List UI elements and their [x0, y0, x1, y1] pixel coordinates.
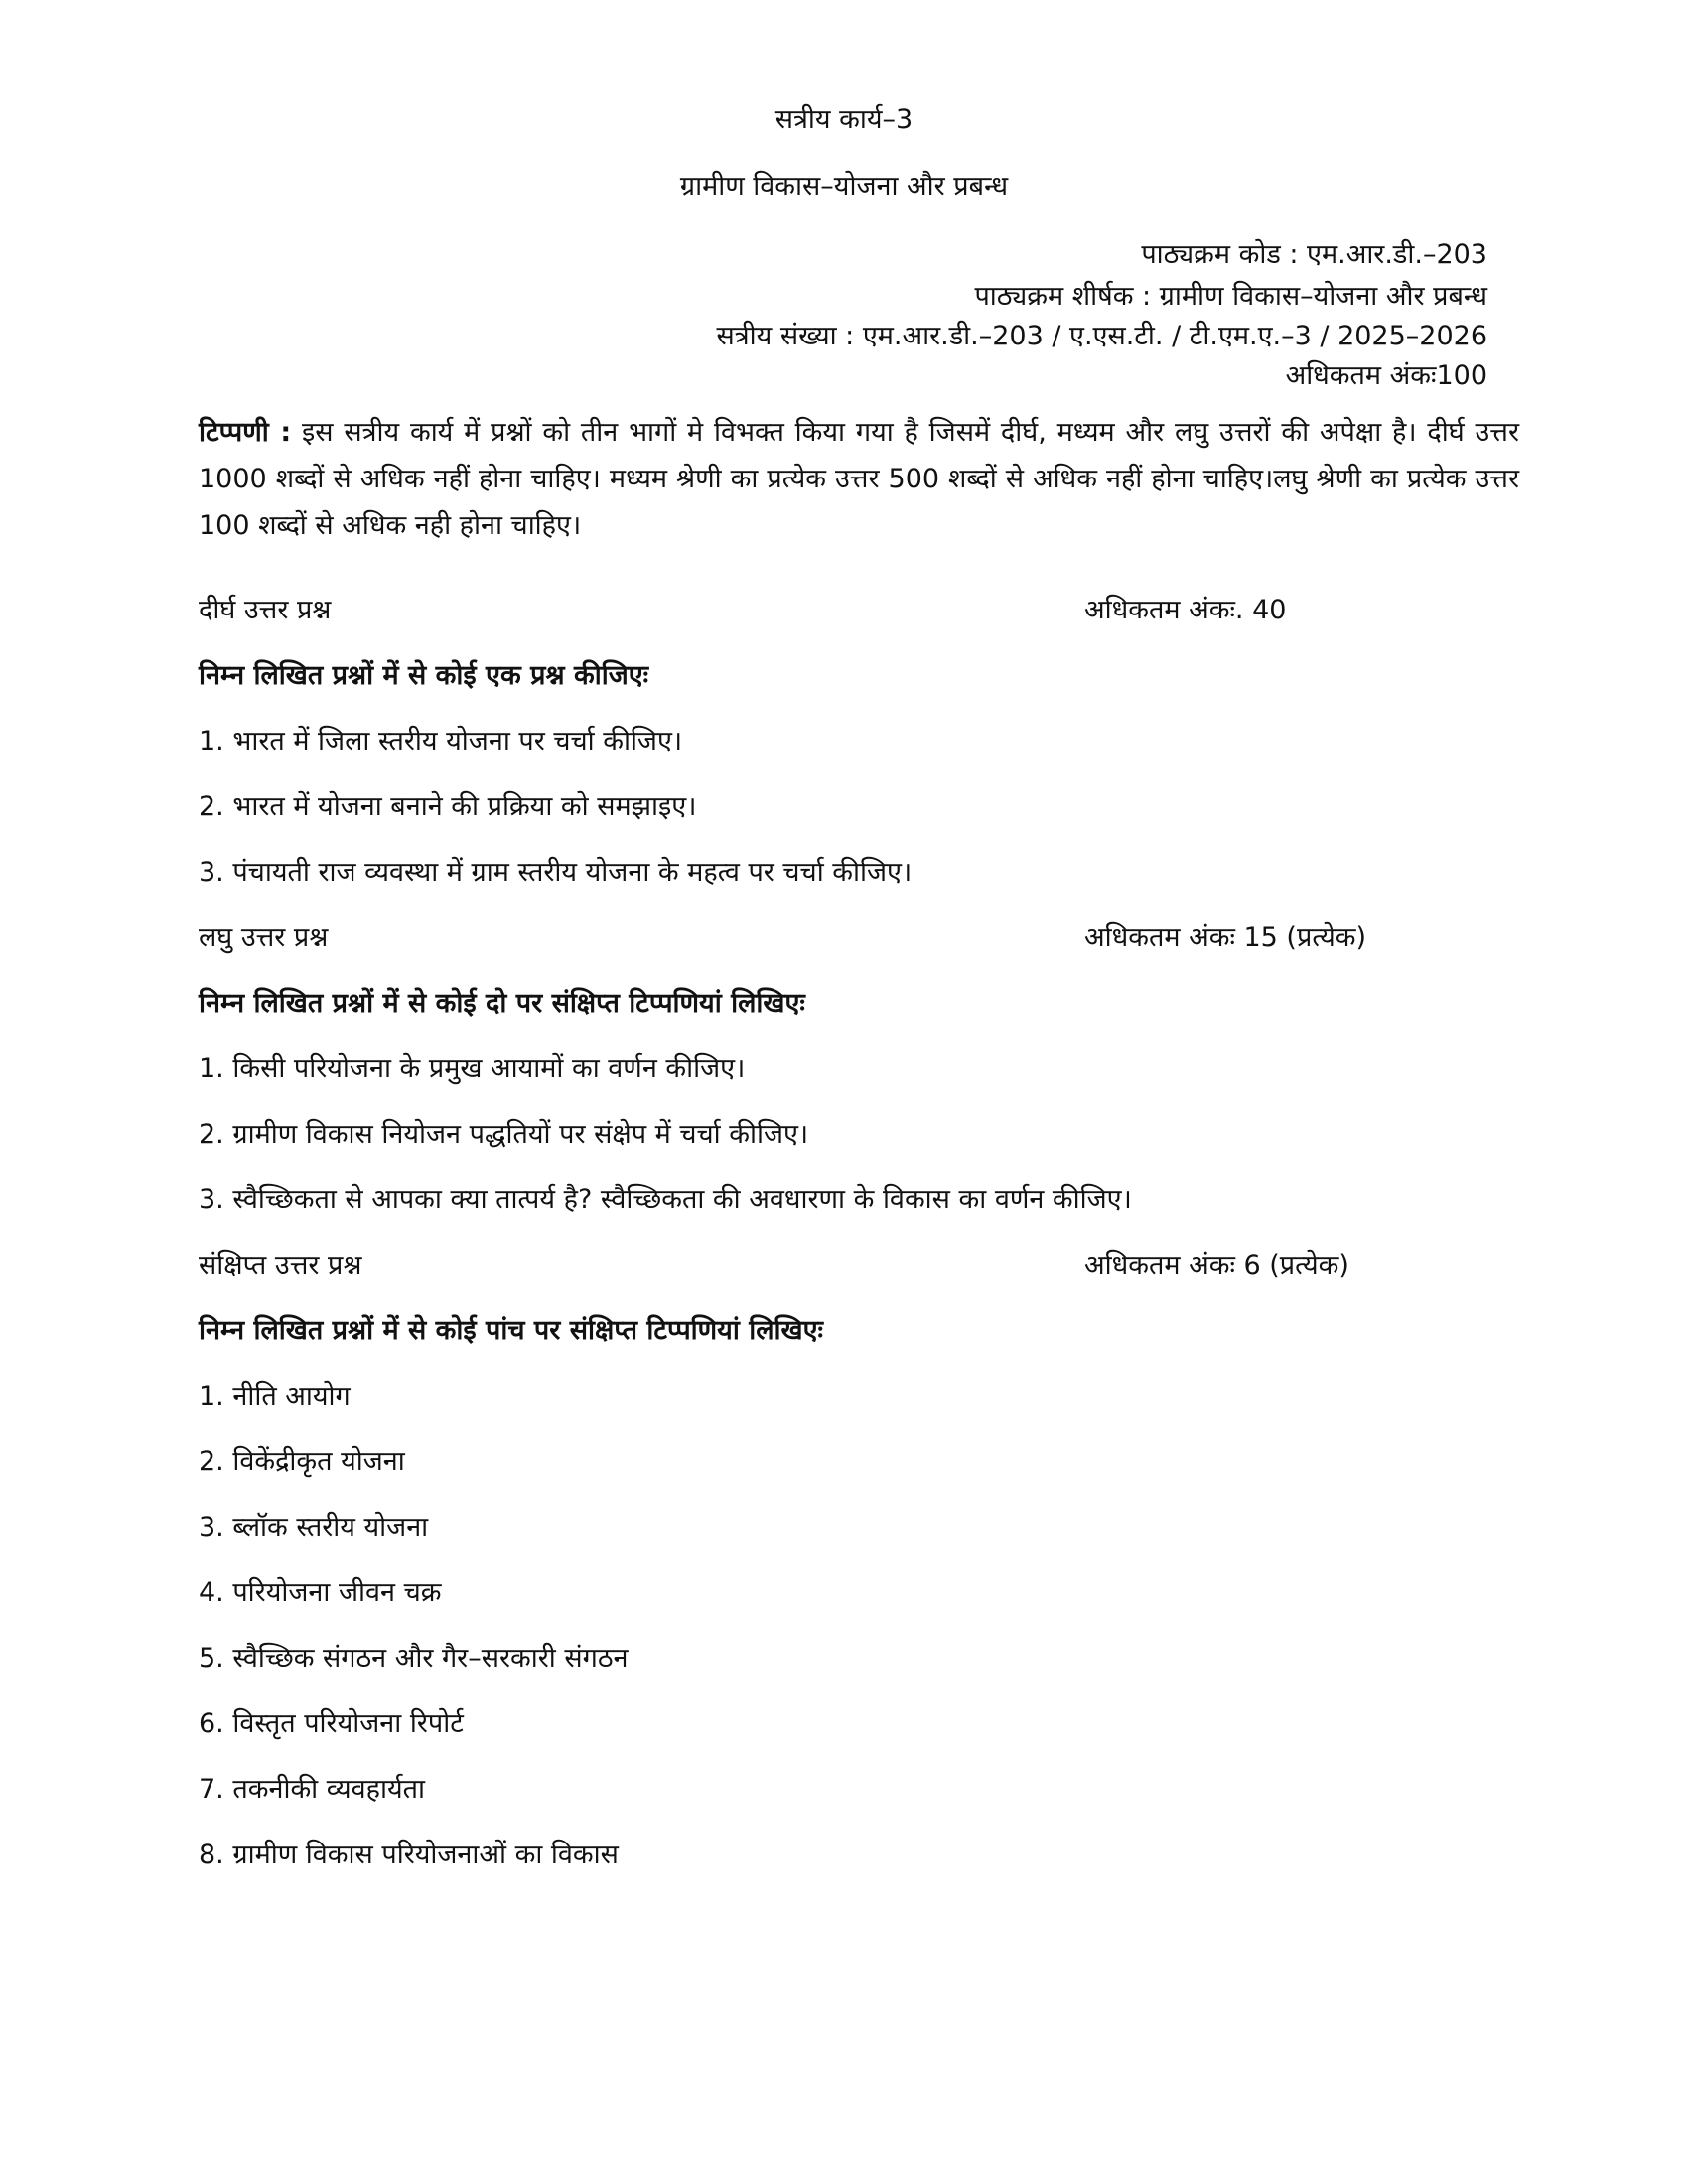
question-item: 3. ब्लॉक स्तरीय योजना [199, 1512, 429, 1543]
question-item: 1. किसी परियोजना के प्रमुख आयामों का वर्णन कीजिए। [199, 1053, 746, 1084]
section-medium-answer-instruction: निम्न लिखित प्रश्नों में से कोई दो पर संक्षिप्त टिप्पणियां लिखिएः [199, 988, 805, 1019]
course-code: पाठ्यक्रम कोड : एम.आर.डी.–203 [1141, 239, 1487, 270]
note-text: इस सत्रीय कार्य में प्रश्नों को तीन भागों मे विभक्त किया गया है जिसमें दीर्घ, मध्यम और लघु उत्तरों की अपेक्षा है। दीर्घ उत्तर 1000 शब्दों से अधिक नहीं होना चाहिए। मध्यम श्रेणी का प्रत्येक उत्तर 500 शब्दों से अधिक नहीं होना चाहिए।लघु श्रेणी का प्रत्येक उत्तर 100 शब्दों से अधिक नही होना चाहिए। [199, 417, 1519, 541]
question-item: 3. पंचायती राज व्यवस्था में ग्राम स्तरीय योजना के महत्व पर चर्चा कीजिए। [199, 857, 913, 887]
course-title: पाठ्यक्रम शीर्षक : ग्रामीण विकास–योजना और प्रबन्ध [974, 281, 1487, 312]
section-long-answer-marks: अधिकतम अंकः. 40 [1084, 595, 1287, 625]
question-item: 1. भारत में जिला स्तरीय योजना पर चर्चा कीजिए। [199, 726, 683, 756]
question-item: 6. विस्तृत परियोजना रिपोर्ट [199, 1708, 464, 1739]
question-item: 4. परियोजना जीवन चक्र [199, 1577, 442, 1608]
section-medium-answer-title: लघु उत्तर प्रश्न [199, 922, 329, 953]
section-long-answer-title: दीर्घ उत्तर प्रश्न [199, 595, 332, 625]
instructions-note [199, 409, 1519, 549]
question-item: 7. तकनीकी व्यवहार्यता [199, 1774, 426, 1805]
question-item: 3. स्वैच्छिकता से आपका क्या तात्पर्य है? स्वैच्छिकता की अवधारणा के विकास का वर्णन कीजिए। [199, 1184, 1132, 1215]
question-item: 2. ग्रामीण विकास नियोजन पद्धतियों पर संक्षेप में चर्चा कीजिए। [199, 1119, 809, 1150]
section-medium-answer-marks: अधिकतम अंकः 15 (प्रत्येक) [1084, 922, 1367, 953]
course-name-heading: ग्रामीण विकास–योजना और प्रबन्ध [679, 171, 1009, 202]
section-short-answer-instruction: निम्न लिखित प्रश्नों में से कोई पांच पर संक्षिप्त टिप्पणियां लिखिएः [199, 1315, 824, 1346]
question-item: 1. नीति आयोग [199, 1381, 351, 1412]
section-short-answer-marks: अधिकतम अंकः 6 (प्रत्येक) [1084, 1250, 1349, 1281]
question-item: 8. ग्रामीण विकास परियोजनाओं का विकास [199, 1840, 619, 1870]
max-marks-total: अधिकतम अंकः100 [1285, 360, 1487, 391]
section-long-answer-instruction: निम्न लिखित प्रश्नों में से कोई एक प्रश्न कीजिएः [199, 660, 649, 691]
assignment-title: सत्रीय कार्य–3 [774, 104, 914, 135]
note-label: टिप्पणी : [199, 417, 292, 448]
question-item: 2. विकेंद्रीकृत योजना [199, 1446, 405, 1477]
question-item: 2. भारत में योजना बनाने की प्रक्रिया को समझाइए। [199, 791, 697, 822]
assignment-number: सत्रीय संख्या : एम.आर.डी.–203 / ए.एस.टी. / टी.एम.ए.–3 / 2025–2026 [716, 321, 1487, 351]
question-item: 5. स्वैच्छिक संगठन और गैर–सरकारी संगठन [199, 1643, 629, 1674]
section-short-answer-title: संक्षिप्त उत्तर प्रश्न [199, 1250, 362, 1281]
